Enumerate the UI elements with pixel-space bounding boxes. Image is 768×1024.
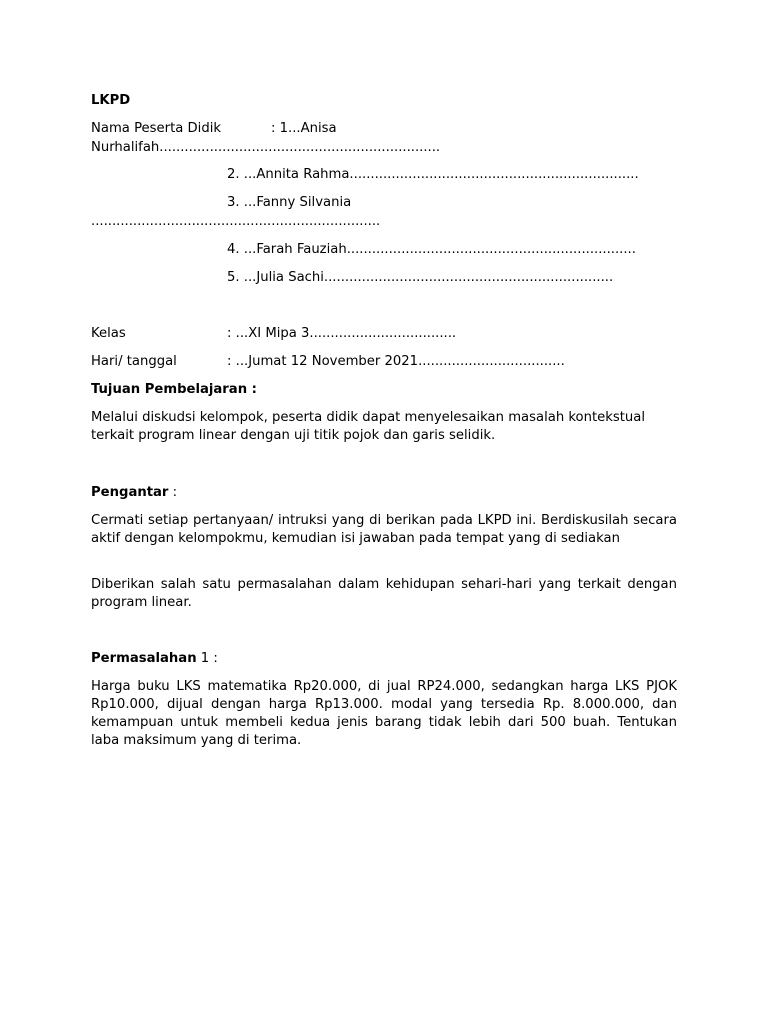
tanggal-label: Hari/ tanggal <box>91 354 177 369</box>
tanggal-value: : ...Jumat 12 November 2021................................... <box>227 354 565 369</box>
document-title: LKPD <box>91 93 131 108</box>
pengantar-heading-line <box>91 484 177 502</box>
name-label: Nama Peserta Didik <box>91 121 222 136</box>
member-4-name: 4. ...Farah Fauziah..................................................................... <box>227 242 636 257</box>
member-5-name: 5. ...Julia Sachi..................................................................... <box>227 270 614 285</box>
permasalahan-text: Harga buku LKS matematika Rp20.000, di jual RP24.000, sedangkan harga LKS PJOK Rp10.000, dijual dengan harga Rp13.000. modal yang tersedia Rp. 8.000.000, dan kemampuan untuk membeli kedua jenis barang tidak lebih dari 500 buah. Tentukan laba maksimum yang di terima. <box>91 679 677 748</box>
pengantar-colon: : <box>168 485 178 500</box>
kelas-value: : ...XI Mipa 3................................... <box>227 326 457 341</box>
kelas-label: Kelas <box>91 326 126 341</box>
permasalahan-number: 1 : <box>196 651 218 666</box>
member-3-continuation: ..................................................................... <box>91 214 381 229</box>
permasalahan-heading-line <box>91 650 218 668</box>
member-2-name: 2. ...Annita Rahma..................................................................... <box>227 167 639 182</box>
pengantar-heading: Pengantar <box>91 485 169 500</box>
permasalahan-heading: Permasalahan <box>91 651 197 666</box>
pengantar-text-2: Diberikan salah satu permasalahan dalam kehidupan sehari-hari yang terkait dengan program linear. <box>91 577 677 610</box>
pengantar-text-1: Cermati setiap pertanyaan/ intruksi yang di berikan pada LKPD ini. Berdiskusilah secara aktif dengan kelompokmu, kemudian isi jawaban pada tempat yang di sediakan <box>91 513 677 546</box>
tujuan-heading: Tujuan Pembelajaran : <box>91 382 257 397</box>
tujuan-text: Melalui diskudsi kelompok, peserta didik dapat menyelesaikan masalah kontekstual terkait program linear dengan uji titik pojok dan garis selidik. <box>91 410 646 443</box>
member-3-name: 3. ...Fanny Silvania <box>227 195 352 210</box>
member-1-name: : 1...Anisa <box>271 121 337 136</box>
member-1-continuation: Nurhalifah................................................................... <box>91 140 441 155</box>
